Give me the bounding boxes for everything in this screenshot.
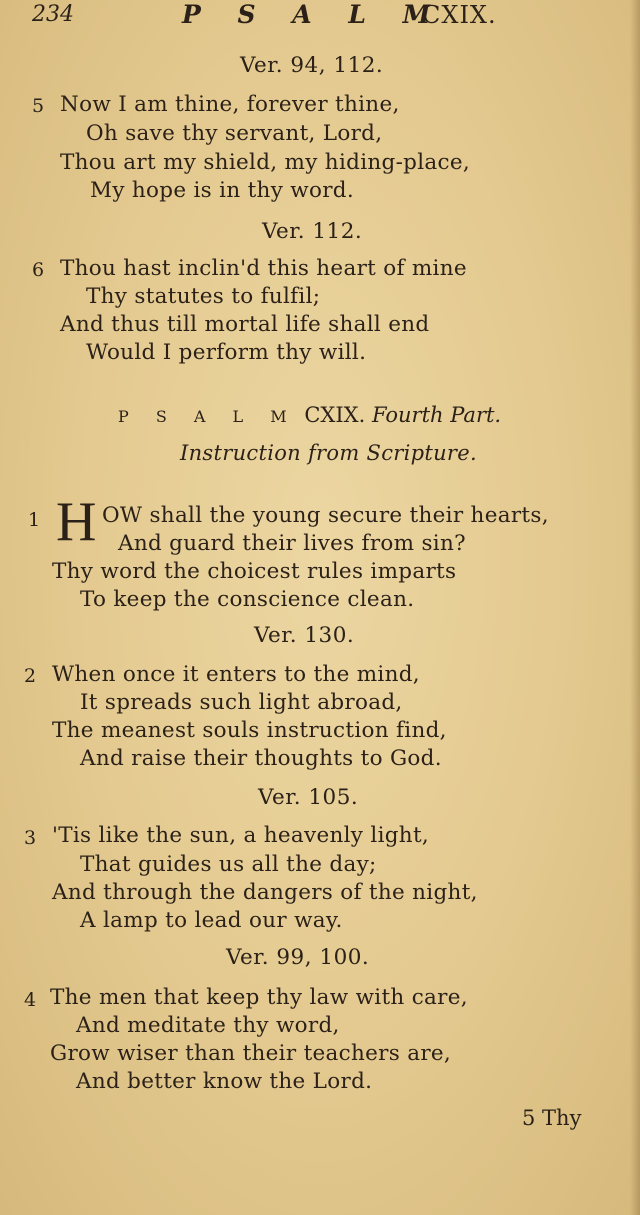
hymn-line: Oh save thy servant, Lord, [86, 121, 383, 146]
drop-capital: H [56, 491, 97, 553]
hymn-line: OW shall the young secure their hearts, [102, 503, 549, 528]
hymn-line: Thy word the choicest rules imparts [52, 559, 457, 584]
part-subtitle: Instruction from Scripture. [180, 441, 477, 465]
hymn-line: Would I perform thy will. [86, 340, 367, 365]
hymn-line: A lamp to lead our way. [80, 908, 343, 933]
hymn-line: 'Tis like the sun, a heavenly light, [52, 823, 430, 848]
verse-reference: Ver. 130. [254, 623, 355, 648]
page-edge-shadow [630, 0, 640, 1215]
verse-reference: Ver. 99, 100. [226, 945, 370, 970]
hymn-line: And raise their thoughts to God. [80, 746, 442, 771]
running-psalm-number: CXIX. [422, 1, 497, 29]
stanza-number: 6 [32, 259, 45, 281]
verse-reference: Ver. 105. [258, 785, 359, 810]
hymn-line: And better know the Lord. [76, 1069, 373, 1094]
page-number: 234 [32, 2, 74, 27]
hymn-line: The meanest souls instruction find, [52, 718, 447, 743]
stanza-number: 3 [24, 827, 37, 849]
hymn-line: And guard their lives from sin? [118, 531, 466, 556]
part-heading-psalm: P S A L M [118, 407, 298, 426]
verse-reference: Ver. 94, 112. [240, 53, 384, 78]
stanza-number: 4 [24, 989, 37, 1011]
stanza-number: 1 [28, 509, 41, 531]
hymn-line: My hope is in thy word. [90, 178, 354, 203]
running-header [32, 0, 512, 30]
running-title: P S A L M [182, 0, 445, 29]
hymn-line: When once it enters to the mind, [52, 662, 420, 687]
catchword: 5 Thy [522, 1106, 582, 1130]
hymn-line: And through the dangers of the night, [52, 880, 478, 905]
hymn-line: Thou hast inclin'd this heart of mine [60, 256, 467, 281]
hymn-line: Thy statutes to fulfil; [86, 284, 321, 309]
hymn-line: The men that keep thy law with care, [50, 985, 468, 1010]
stanza-number: 2 [24, 665, 37, 687]
hymn-line: That guides us all the day; [80, 852, 377, 877]
hymn-line: To keep the conscience clean. [80, 587, 415, 612]
hymn-line: It spreads such light abroad, [80, 690, 403, 715]
hymn-line: Now I am thine, forever thine, [60, 92, 400, 117]
hymn-line: Thou art my shield, my hiding-place, [60, 150, 470, 175]
part-heading-part: Fourth Part. [371, 403, 502, 427]
stanza-number: 5 [32, 95, 45, 117]
part-heading [118, 400, 501, 432]
hymn-line: And meditate thy word, [76, 1013, 340, 1038]
part-heading-number: CXIX. [304, 403, 366, 427]
hymn-line: Grow wiser than their teachers are, [50, 1041, 452, 1066]
hymn-line: And thus till mortal life shall end [60, 312, 430, 337]
verse-reference: Ver. 112. [262, 219, 363, 244]
